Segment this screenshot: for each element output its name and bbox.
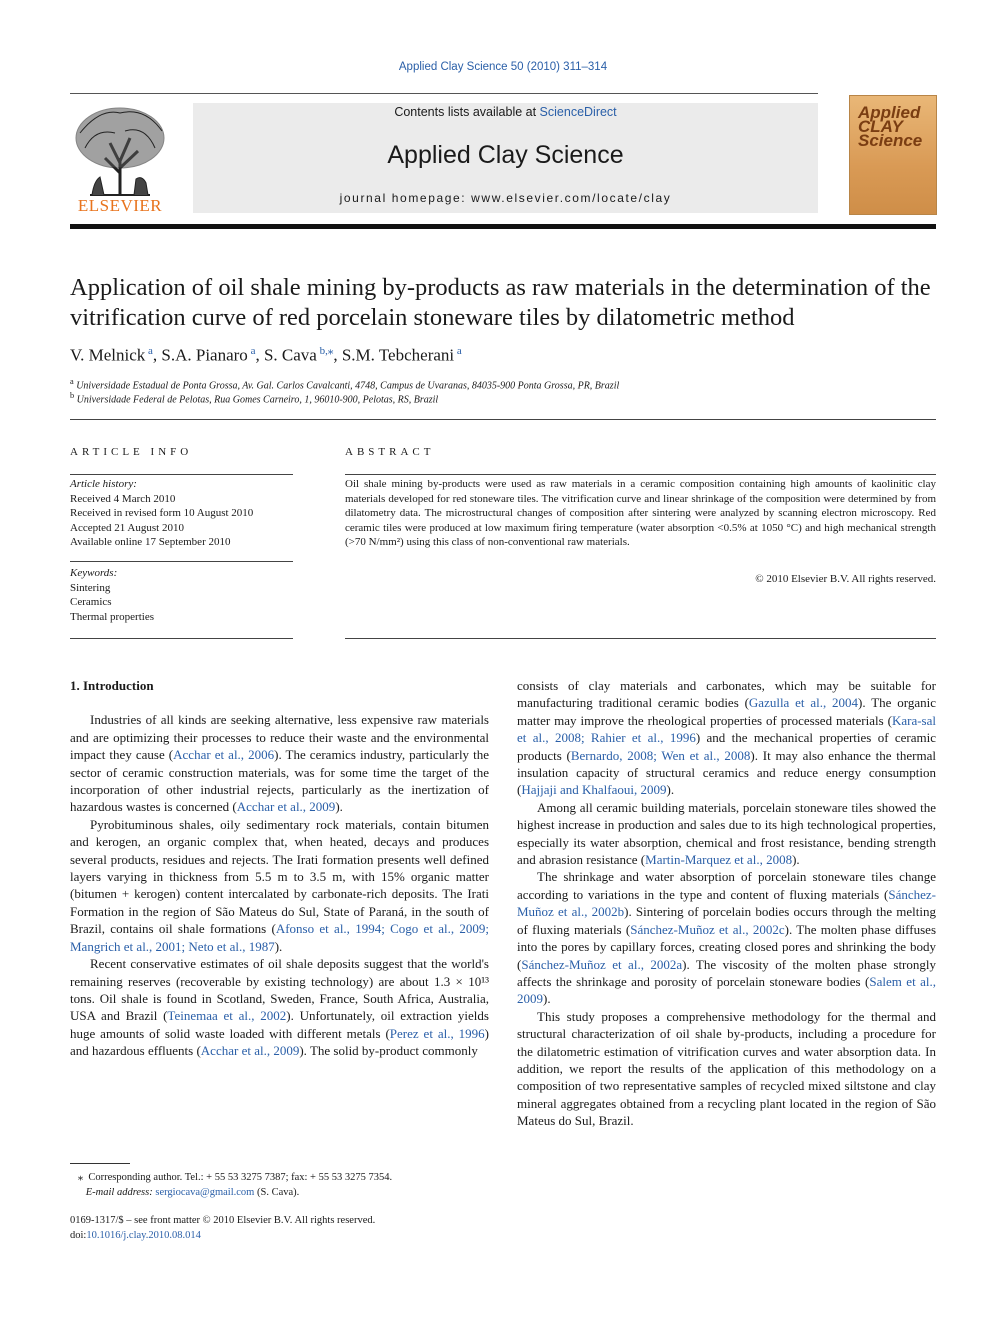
page-footer bbox=[70, 1213, 375, 1243]
citation-link[interactable]: Teinemaa et al., 2002 bbox=[167, 1008, 287, 1024]
citation-link[interactable]: Sánchez-Muñoz et al., 2002b bbox=[517, 886, 936, 920]
article-history bbox=[70, 477, 253, 550]
author-list: V. Melnick $^a$, S.A. Pianaro $^a$, S. Cava $^{b,⁎}$, S.M. Tebcherani $^a$ bbox=[70, 345, 462, 365]
sciencedirect-link[interactable]: ScienceDirect bbox=[539, 105, 617, 119]
body-paragraph: Pyrobituminous shales, oily sedimentary rock materials, contain bitumen and kerogen, an organic complex that, when heated, decays and produces several products, residues and rejects. The Irati formation presents well defined layers varying in thickness from 5.5 m to 3.5 m, with 15% organic matter (bitumen + kerogen) content intercalated by carbonate-rich deposits. The Irati Formation in the region of São Mateus do Sul, State of Paraná, in the south of Brazil, contains oil shale formations (Afonso et al., 1994; Cogo et al., 2009; Mangrich et al., 2001; Neto et al., 1987). bbox=[70, 816, 489, 954]
keywords-rule bbox=[70, 561, 293, 562]
author-affiliation-mark[interactable]: b,⁎ bbox=[316, 345, 334, 357]
author-name: S. Cava bbox=[263, 345, 317, 365]
article-info-heading: ARTICLE INFO bbox=[70, 446, 193, 458]
history-label: Article history: bbox=[70, 478, 137, 490]
affiliation-b: $^b$ Universidade Federal de Pelotas, Rua Gomes Carneiro, 1, 96010-900, Pelotas, RS, Brazil bbox=[70, 391, 439, 406]
header-rule bbox=[70, 93, 818, 94]
journal-cover-thumbnail[interactable] bbox=[849, 95, 937, 215]
section-heading-introduction: 1. Introduction bbox=[70, 678, 154, 693]
citation-link[interactable]: Acchar et al., 2009 bbox=[200, 1043, 300, 1059]
citation-link[interactable]: Acchar et al., 2009 bbox=[236, 799, 336, 815]
body-paragraph: The shrinkage and water absorption of porcelain stoneware tiles change according to variations in the type and content of fluxing materials (Sánchez-Muñoz et al., 2002b). Sintering of porcelain bodies occurs through the melting of fluxing materials (Sánchez-Muñoz et al., 2002c). The molten phase diffuses into the pores by capillary forces, creating closed pores and shrinking the body (Sánchez-Muñoz et al., 2002a). The viscosity of the molten phase strongly affects the shrinkage and porosity of porcelain stoneware bodies (Salem et al., 2009). bbox=[517, 869, 937, 1007]
body-left-column bbox=[70, 677, 489, 1060]
cover-title: Applied CLAY Science bbox=[858, 103, 923, 150]
body-paragraph: Industries of all kinds are seeking alternative, less expensive raw materials and are optimizing their processes to reduce their waste and the environmental impact they cause (Acchar et al., 2006). The ceramics industry, particularly the sector of ceramic construction materials, was for some time the target of the incorporation of other industrial rejects, particularly as the inertization of hazardous wastes is concerned (Acchar et al., 2009). bbox=[70, 712, 489, 815]
masthead-rule bbox=[70, 224, 936, 229]
abstract-bottom-rule bbox=[345, 638, 936, 639]
keyword: Thermal properties bbox=[70, 610, 154, 623]
abstract-copyright: © 2010 Elsevier B.V. All rights reserved. bbox=[755, 573, 936, 585]
citation-link[interactable]: Sánchez-Muñoz et al., 2002a bbox=[521, 956, 683, 972]
body-right-column bbox=[517, 677, 936, 1130]
issn-line: 0169-1317/$ – see front matter © 2010 Elsevier B.V. All rights reserved. bbox=[70, 1215, 376, 1226]
journal-title: Applied Clay Science bbox=[387, 141, 624, 169]
author-name: S.A. Pianaro bbox=[161, 345, 248, 365]
citation-link[interactable]: Afonso et al., 1994; Cogo et al., 2009; Mangrich et al., 2001; Neto et al., 1987 bbox=[70, 921, 489, 954]
citation-link[interactable]: Perez et al., 1996 bbox=[389, 1025, 485, 1041]
author-email-link[interactable]: sergiocava@gmail.com bbox=[155, 1187, 255, 1198]
journal-masthead bbox=[193, 103, 818, 213]
history-online: Available online 17 September 2010 bbox=[70, 536, 231, 548]
citation-link[interactable]: Hajjaji and Khalfaoui, 2009 bbox=[521, 782, 667, 798]
elsevier-wordmark: ELSEVIER bbox=[77, 196, 163, 215]
citation-link[interactable]: Gazulla et al., 2004 bbox=[748, 695, 859, 711]
citation-link[interactable]: Bernardo, 2008; Wen et al., 2008 bbox=[570, 747, 751, 763]
doi-link[interactable]: 10.1016/j.clay.2010.08.014 bbox=[86, 1230, 201, 1241]
journal-citation[interactable]: Applied Clay Science 50 (2010) 311–314 bbox=[398, 61, 608, 73]
citation-link[interactable]: Sánchez-Muñoz et al., 2002c bbox=[630, 921, 785, 937]
citation-link[interactable]: Salem et al., 2009 bbox=[517, 973, 937, 1007]
abstract-heading: ABSTRACT bbox=[345, 446, 435, 458]
history-revised: Received in revised form 10 August 2010 bbox=[70, 507, 254, 519]
body-paragraph: Recent conservative estimates of oil shale deposits suggest that the world's remaining reserves (recoverable by existing technology) are about 1.3 × 10¹³ tons. Oil shale is found in Scotland, Sweden, France, South Africa, Australia, USA and Brazil (Teinemaa et al., 2002). Unfortunately, oil extraction yields huge amounts of solid waste loaded with different metals (Perez et al., 1996) and hazardous effluents (Acchar et al., 2009). The solid by-product commonly bbox=[70, 956, 489, 1059]
corresponding-author-footnote: ⁎ Corresponding author. Tel.: + 55 53 3275 7387; fax: + 55 53 3275 7354. E-mail address: sergiocava@gmail.com (S. Cava). bbox=[77, 1172, 393, 1198]
article-title: Application of oil shale mining by-products as raw materials in the determination of the vitrification curve of red porcelain stoneware tiles by dilatometric method bbox=[70, 274, 931, 331]
citation-link[interactable]: Kara-sal et al., 2008; Rahier et al., 1996 bbox=[517, 712, 936, 746]
keyword: Ceramics bbox=[70, 596, 112, 608]
body-paragraph: consists of clay materials and carbonates, which may be suitable for manufacturing traditional ceramic bodies (Gazulla et al., 2004). The organic matter may improve the rheological properties of processed materials (Kara-sal et al., 2008; Rahier et al., 1996) and the mechanical properties of ceramic products (Bernardo, 2008; Wen et al., 2008). It may also enhance the thermal insulation capacity of structural ceramics and reduce energy consumption (Hajjaji and Khalfaoui, 2009). bbox=[517, 678, 937, 798]
body-paragraph: This study proposes a comprehensive methodology for the thermal and structural characterization of oil shale by-products, including a procedure for the dilatometric estimation of vitrification curves and water absorption data. In addition, we report the results of the application of this methodology on a composition of two representative samples of recycled mixed siltstone and clay mineral aggregates obtained from a recycling plant located in the region of São Mateus do Sul, Brazil. bbox=[517, 1008, 936, 1129]
author-name: S.M. Tebcherani bbox=[341, 345, 455, 365]
author-affiliation-mark[interactable]: a bbox=[454, 345, 462, 357]
keywords-label: Keywords: bbox=[70, 567, 118, 579]
contents-available: Contents lists available at ScienceDirect bbox=[394, 105, 617, 119]
article-info-bottom-rule bbox=[70, 638, 293, 639]
article-info-rule bbox=[70, 474, 293, 475]
title-rule bbox=[70, 419, 936, 420]
affiliation-a: $^a$ Universidade Estadual de Ponta Grossa, Av. Gal. Carlos Cavalcanti, 4748, Campus de Uvaranas, 84035-900 Ponta Grossa, PR, Brazil bbox=[70, 377, 620, 392]
author-affiliation-mark[interactable]: a bbox=[145, 345, 153, 357]
journal-homepage[interactable]: journal homepage: www.elsevier.com/locate/clay bbox=[339, 191, 672, 205]
keyword: Sintering bbox=[70, 581, 111, 594]
body-paragraph: Among all ceramic building materials, porcelain stoneware tiles showed the highest increase in production and sales due to its high technological properties, especially its water absorption, chemical and frost resistance, bending strength and abrasion resistance (Martin-Marquez et al., 2008). bbox=[517, 799, 936, 868]
author-name: V. Melnick bbox=[70, 345, 146, 365]
history-accepted: Accepted 21 August 2010 bbox=[70, 521, 184, 534]
history-received: Received 4 March 2010 bbox=[70, 492, 176, 505]
footnote-rule bbox=[70, 1163, 130, 1164]
abstract-rule bbox=[345, 474, 936, 475]
citation-link[interactable]: Martin-Marquez et al., 2008 bbox=[645, 852, 793, 868]
keywords bbox=[70, 566, 154, 624]
citation-link[interactable]: Acchar et al., 2006 bbox=[173, 747, 275, 763]
abstract-text: Oil shale mining by-products were used as raw materials in a ceramic composition containing high amounts of kaolinitic clay materials developed for red stoneware tiles. The vitrification curve and linear shrinkage of the composition were determined by from dilatometry data. The microstructural changes of composition after sintering were analyzed by scanning electron microscopy. Red ceramic tiles were produced at low maximum firing temperature (water absorption <0.5% at 1050 °C) and high mechanical strength (>70 N/mm²) using this class of non-conventional raw materials. bbox=[345, 478, 936, 548]
doi-line: doi:10.1016/j.clay.2010.08.014 bbox=[70, 1230, 201, 1241]
author-affiliation-mark[interactable]: a bbox=[247, 345, 256, 357]
